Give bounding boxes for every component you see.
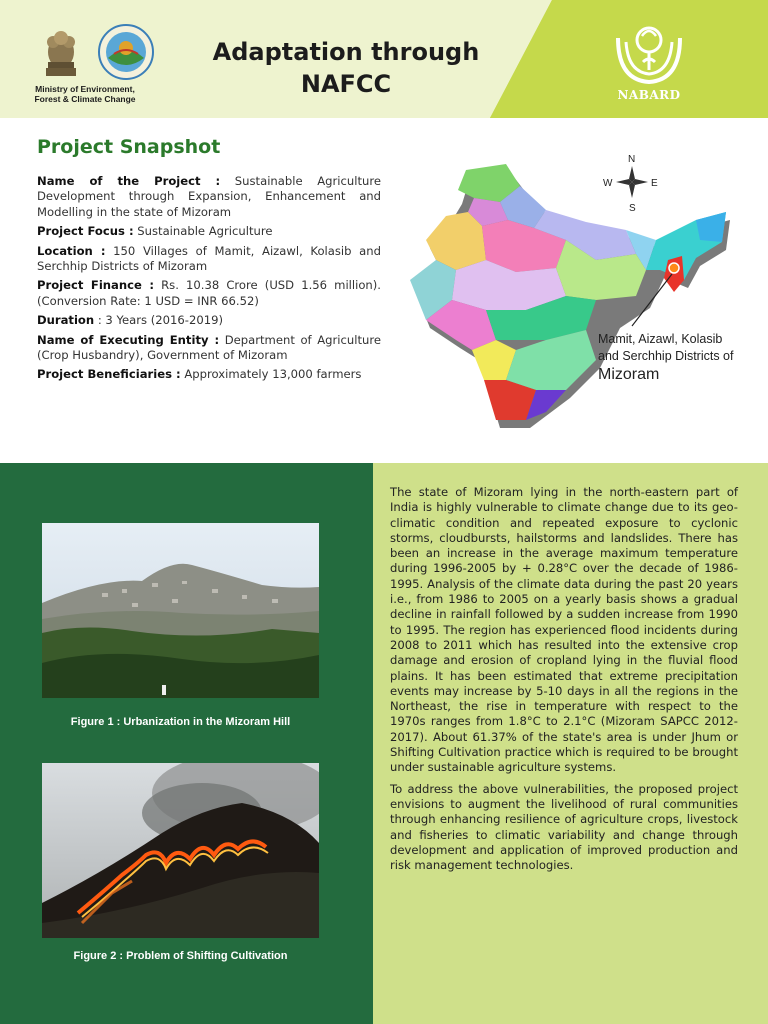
snapshot-label: Project Beneficiaries : bbox=[37, 367, 181, 382]
snapshot-value: 150 Villages of Mamit, Aizawl, Kolasib and Serchhip Districts of Mizoram bbox=[37, 243, 381, 274]
figure-1-caption: Figure 1 : Urbanization in the Mizoram Hill bbox=[70, 716, 291, 728]
figure-2-photo bbox=[42, 763, 319, 938]
snapshot-value: Department of Agriculture (Crop Husbandry), Government of Mizoram bbox=[37, 332, 381, 363]
compass-s: S bbox=[629, 203, 636, 214]
snapshot-value: Rs. 10.38 Crore (USD 1.56 million). (Conversion Rate: 1 USD = INR 66.52) bbox=[37, 278, 381, 308]
snapshot-item-location bbox=[37, 244, 381, 275]
figure-2-caption: Figure 2 : Problem of Shifting Cultivation bbox=[73, 950, 288, 962]
compass-n: N bbox=[628, 154, 636, 165]
snapshot-list bbox=[37, 174, 381, 387]
map-caption-line2: and Serchhip Districts of bbox=[598, 349, 734, 363]
compass-e: E bbox=[651, 178, 658, 189]
body-paragraph: To address the above vulnerabilities, the proposed project envisions to augment the livelihood of rural communities through enhancing resilience of agriculture crops, livestock and fisheries to climatic variability and change through development and application of improved production and risk management technologies. bbox=[390, 781, 738, 873]
snapshot-label: Project Focus : bbox=[37, 224, 134, 239]
state-northeast2 bbox=[696, 212, 726, 242]
snapshot-value: Sustainable Agriculture Development through Expansion, Enhancement and Modelling in the state of Mizoram bbox=[37, 174, 381, 219]
ministry-caption: Ministry of Environment, Forest & Climate Change bbox=[34, 84, 136, 104]
india-map bbox=[396, 150, 766, 440]
snapshot-label: Project Finance : bbox=[37, 278, 154, 293]
compass-w: W bbox=[603, 178, 613, 189]
snapshot-label: Duration bbox=[37, 313, 95, 328]
snapshot-value: : 3 Years (2016-2019) bbox=[94, 313, 224, 328]
map-caption-state: Mizoram bbox=[598, 366, 660, 383]
snapshot-value: Approximately 13,000 farmers bbox=[180, 367, 362, 382]
body-text bbox=[390, 485, 738, 879]
snapshot-label: Location : bbox=[37, 243, 106, 258]
snapshot-item-executing-entity bbox=[37, 333, 381, 364]
moef-logo-icon bbox=[98, 24, 154, 80]
page-title: Adaptation through NAFCC bbox=[212, 38, 480, 98]
body-paragraph: The state of Mizoram lying in the north-eastern part of India is highly vulnerable to climate change due to its geo-climatic condition and repeated exposure to cyclonic storms, cloudbursts, hailstorms and landslides. There has been an increase in the average maximum temperature during 1996-2005 by + 0.28°C over the decade of 1986-1995. Analysis of the climate data during the past 20 years i.e., from 1986 to 2005 on a yearly basis shows a gradual decline in rainfall followed by a sudden increase from 1990 to 1995. The region has experienced flood incidents during 2008 to 2011 which has resulted into the extensive crop damage and erosion of cropland lying in the fluvial flood plains. It has been estimated that extreme precipitation events may increase by 5-10 days in all the regions in the Northeast, the rise in temperature with respect to the 1970s ranges from 1.8°C to 2.1°C (Mizoram SAPCC 2012-2017). About 61.37% of the state's area is under Jhum or Shifting Cultivation practice which is required to be brought under sustainable agriculture systems. bbox=[390, 485, 738, 775]
map-caption bbox=[598, 331, 766, 385]
map-caption-line1: Mamit, Aizawl, Kolasib bbox=[598, 332, 723, 346]
snapshot-label: Name of Executing Entity : bbox=[37, 332, 220, 347]
snapshot-item-focus bbox=[37, 224, 381, 239]
snapshot-label: Name of the Project : bbox=[37, 174, 221, 188]
figure-1-photo bbox=[42, 523, 319, 698]
snapshot-item-duration bbox=[37, 313, 381, 328]
snapshot-item-finance bbox=[37, 278, 381, 309]
snapshot-item-beneficiaries bbox=[37, 367, 381, 382]
snapshot-item-project-name bbox=[37, 174, 381, 220]
nabard-label: NABARD bbox=[617, 88, 681, 102]
national-emblem-icon bbox=[38, 22, 84, 80]
compass-icon bbox=[603, 154, 658, 214]
mizoram-marker bbox=[669, 263, 679, 273]
snapshot-value: Sustainable Agriculture bbox=[133, 224, 273, 239]
section-title: Project Snapshot bbox=[37, 136, 221, 158]
nabard-logo-icon bbox=[608, 18, 690, 88]
